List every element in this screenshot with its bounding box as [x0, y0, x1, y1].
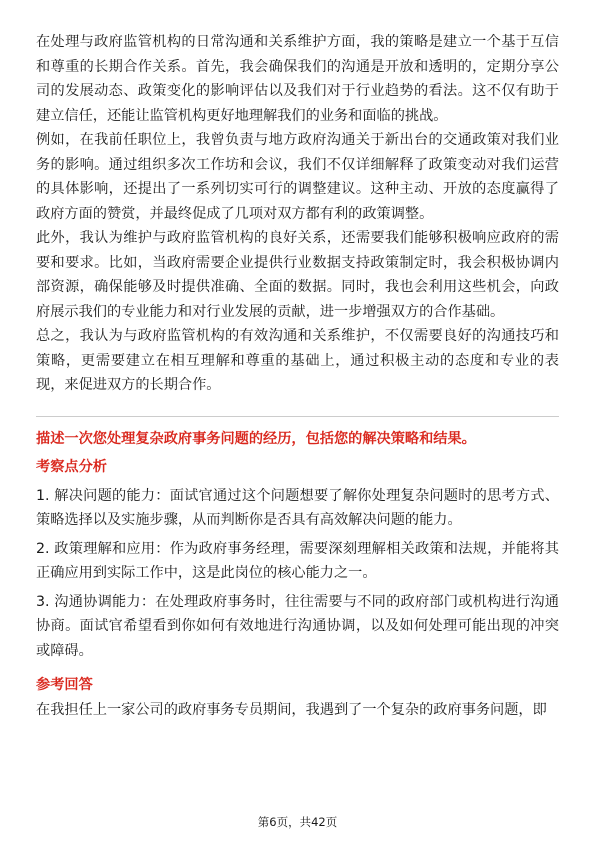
- page-number: 第6页，共42页: [257, 815, 338, 829]
- analysis-item-3: 3. 沟通协调能力：在处理政府事务时，往往需要与不同的政府部门或机构进行沟通协商。面试官希望看到你如何有效地进行沟通协调，以及如何处理可能出现的冲突或障碍。: [36, 593, 559, 659]
- reference-answer-heading: 参考回答: [36, 677, 93, 693]
- reference-answer-text: 在我担任上一家公司的政府事务专员期间，我遇到了一个复杂的政府事务问题，即: [36, 701, 547, 718]
- body-paragraph-2: 例如，在我前任职位上，我曾负责与地方政府沟通关于新出台的交通政策对我们业务的影响。通过组织多次工作坊和会议，我们不仅详细解释了政策变动对我们运营的具体影响，还提出了一系列切实可行的调整建议。这种主动、开放的态度赢得了政府方面的赞赏，并最终促成了几项对双方都有利的政策调整。: [36, 132, 559, 222]
- analysis-heading: 考察点分析: [36, 459, 107, 475]
- section-divider: [36, 416, 559, 417]
- page-content: [36, 30, 559, 722]
- body-paragraph-4: 总之，我认为与政府监管机构的有效沟通和关系维护，不仅需要良好的沟通技巧和策略，更需要建立在相互理解和尊重的基础上，通过积极主动的态度和专业的表现，来促进双方的长期合作。: [36, 328, 559, 393]
- analysis-item-1: 1. 解决问题的能力：面试官通过这个问题想要了解你处理复杂问题时的思考方式、策略选择以及实施步骤，从而判断你是否具有高效解决问题的能力。: [36, 487, 559, 528]
- interview-question: 描述一次您处理复杂政府事务问题的经历，包括您的解决策略和结果。: [36, 430, 476, 447]
- analysis-item-2: 2. 政策理解和应用：作为政府事务经理，需要深刻理解相关政策和法规，并能将其正确应用到实际工作中，这是此岗位的核心能力之一。: [36, 540, 559, 581]
- body-paragraph-1: 在处理与政府监管机构的日常沟通和关系维护方面，我的策略是建立一个基于互信和尊重的长期合作关系。首先，我会确保我们的沟通是开放和透明的，定期分享公司的发展动态、政策变化的影响评估以及我们对于行业趋势的看法。这不仅有助于建立信任，还能让监管机构更好地理解我们的业务和面临的挑战。: [36, 34, 559, 124]
- body-paragraph-3: 此外，我认为维护与政府监管机构的良好关系，还需要我们能够积极响应政府的需要和要求。比如，当政府需要企业提供行业数据支持政策制定时，我会积极协调内部资源，确保能够及时提供准确、全面的数据。同时，我也会利用这些机会，向政府展示我们的专业能力和对行业发展的贡献，进一步增强双方的合作基础。: [36, 230, 559, 320]
